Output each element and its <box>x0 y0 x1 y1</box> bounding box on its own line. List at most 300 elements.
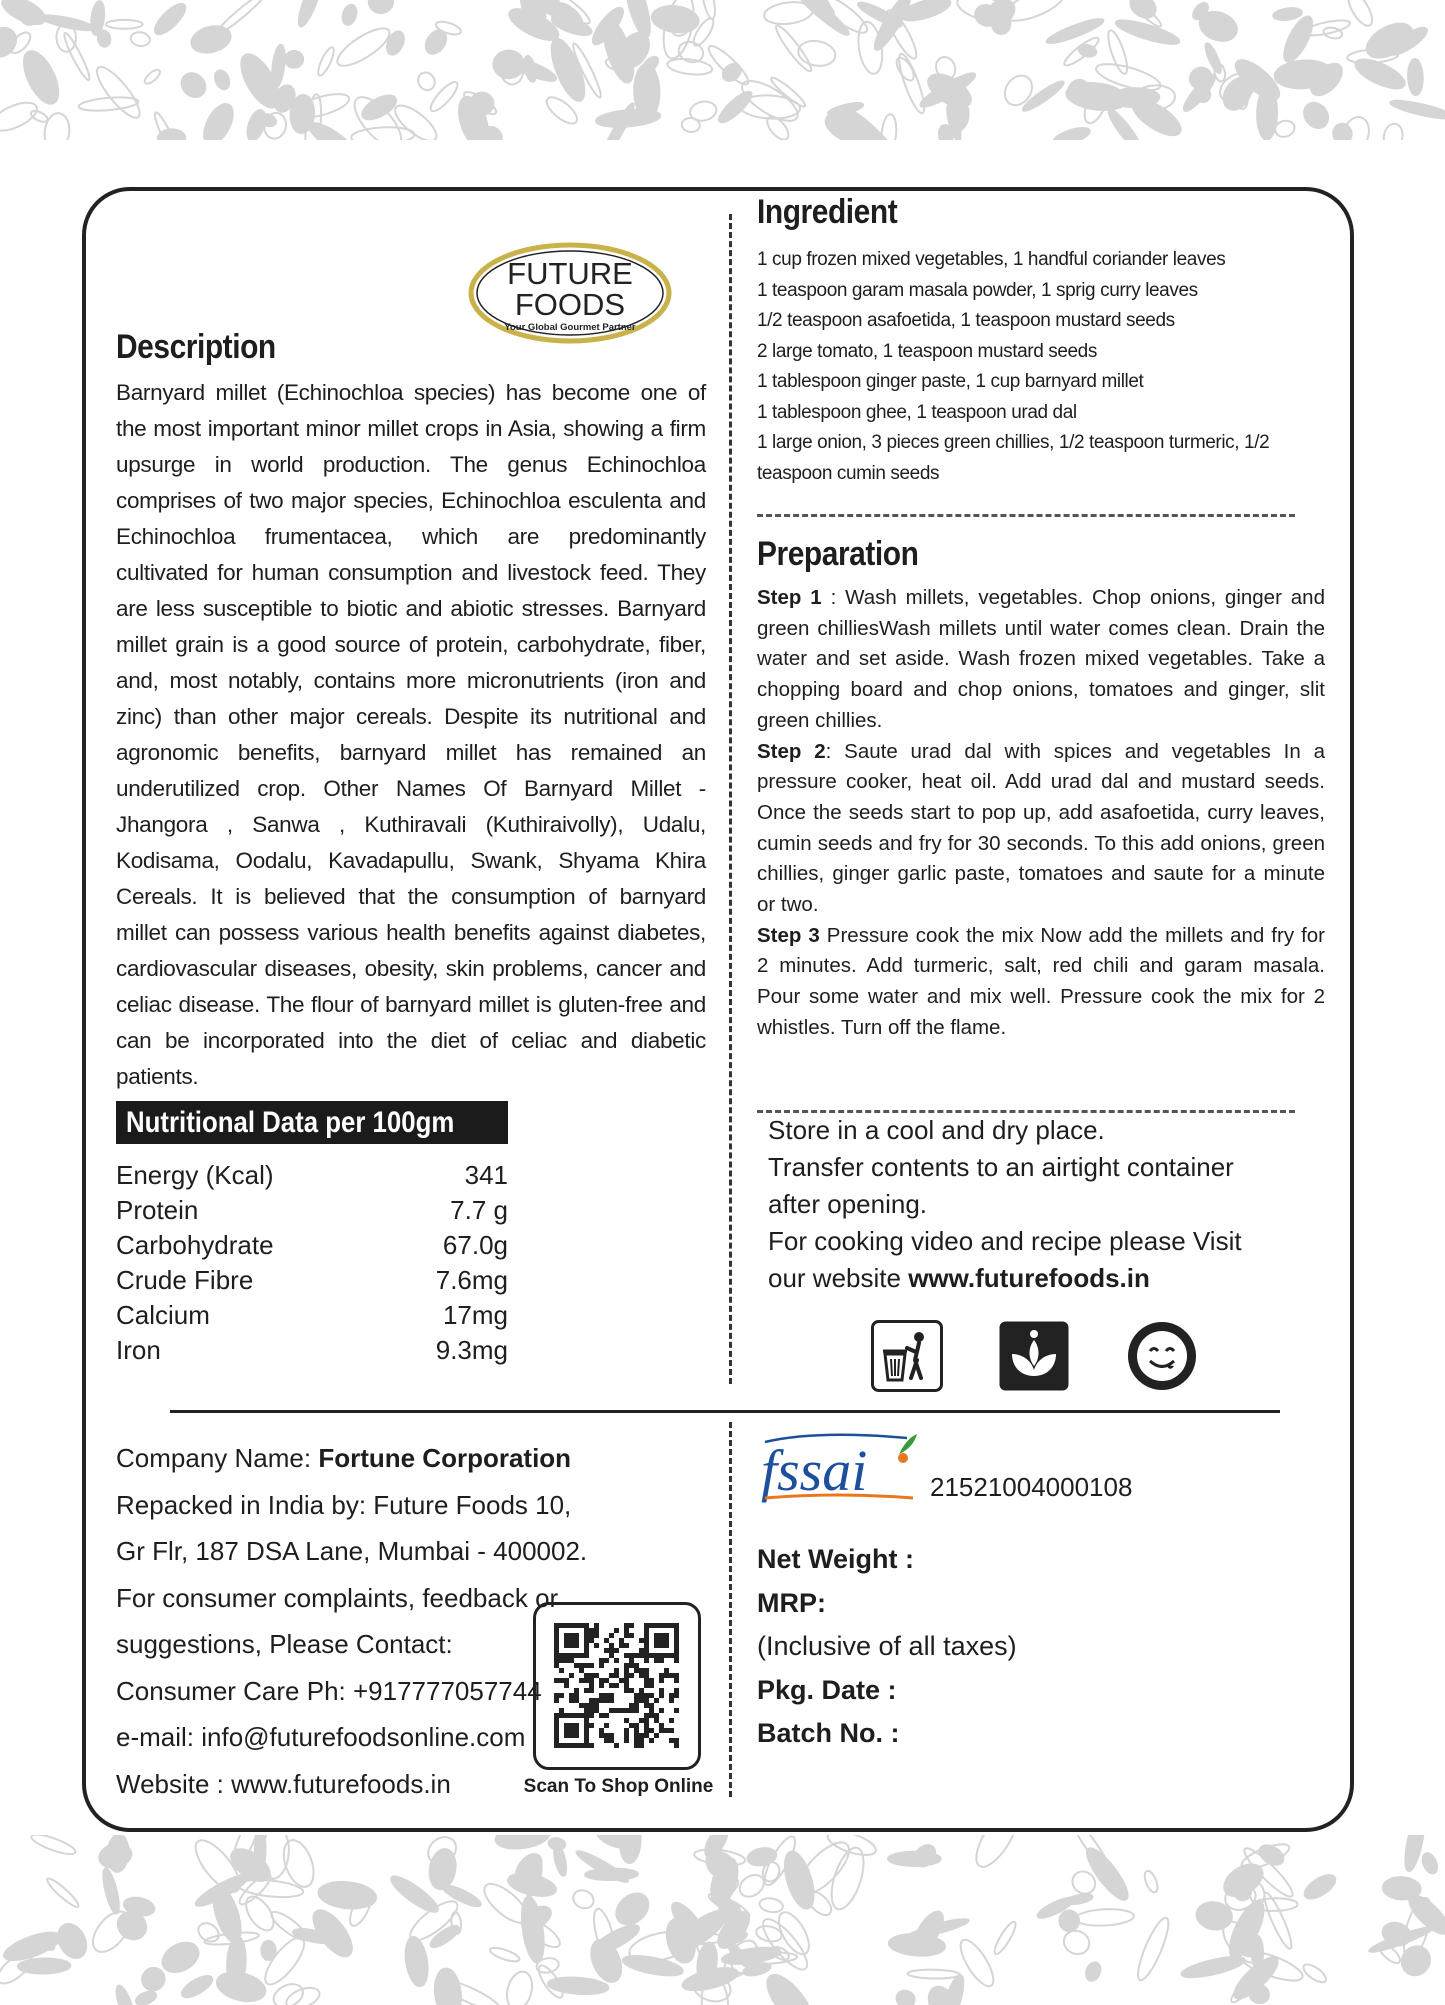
company-line: Company Name: Fortune Corporation <box>116 1443 572 1473</box>
qr-module <box>599 1728 604 1733</box>
qr-module <box>659 1658 664 1663</box>
preparation-heading: Preparation <box>757 535 919 573</box>
qr-module <box>559 1708 564 1713</box>
qr-module <box>634 1668 639 1673</box>
company-line: Repacked in India by: Future Foods 10, <box>116 1489 572 1520</box>
qr-module <box>604 1738 609 1743</box>
qr-module <box>604 1658 609 1663</box>
center-divider-bottom <box>729 1422 732 1797</box>
qr-module <box>639 1688 644 1693</box>
ingredient-line: 1 tablespoon ghee, 1 teaspoon urad dal <box>757 401 1077 423</box>
qr-module <box>584 1688 589 1693</box>
qr-finder <box>564 1633 579 1648</box>
qr-module <box>554 1693 559 1698</box>
qr-module <box>589 1708 594 1713</box>
qr-module <box>674 1658 679 1663</box>
ingredient-list <box>757 245 1297 489</box>
company-line: For consumer complaints, feedback or <box>116 1582 559 1613</box>
grain-shape <box>570 1887 596 1911</box>
qr-module <box>634 1728 639 1733</box>
qr-module <box>639 1668 644 1673</box>
qr-module <box>674 1743 679 1748</box>
nutrition-row: Protein 7.7 g <box>116 1195 508 1225</box>
company-line: Consumer Care Ph: +917777057744 <box>116 1675 542 1706</box>
qr-module <box>609 1648 614 1653</box>
grain-shape <box>522 55 538 83</box>
qr-module <box>564 1678 569 1683</box>
nutrition-table <box>116 1158 508 1368</box>
qr-module <box>604 1723 609 1728</box>
qr-module <box>634 1703 639 1708</box>
grain-shape <box>719 60 744 84</box>
grain-shape <box>61 31 92 82</box>
grain-shape <box>130 31 151 47</box>
qr-module <box>589 1628 594 1633</box>
qr-module <box>659 1673 664 1678</box>
qr-module <box>669 1693 674 1698</box>
qr-module <box>674 1693 679 1698</box>
qr-module <box>674 1673 679 1678</box>
qr-module <box>574 1698 579 1703</box>
qr-module <box>609 1673 614 1678</box>
qr-module <box>584 1708 589 1713</box>
qr-module <box>614 1668 619 1673</box>
qr-module <box>594 1643 599 1648</box>
qr-module <box>624 1623 629 1628</box>
grain-shape <box>143 67 163 86</box>
qr-module <box>654 1718 659 1723</box>
future-foods-logo <box>468 242 672 344</box>
grain-shape <box>157 1937 203 1978</box>
qr-module <box>594 1703 599 1708</box>
qr-module <box>674 1688 679 1693</box>
qr-module <box>564 1683 569 1688</box>
qr-module <box>629 1663 634 1668</box>
grain-shape <box>1133 1915 1174 1983</box>
qr-module <box>574 1688 579 1693</box>
qr-module <box>629 1688 634 1693</box>
grain-shape <box>666 57 713 77</box>
nutrition-row: Energy (Kcal) 341 <box>116 1160 508 1190</box>
grain-shape <box>78 95 139 112</box>
qr-module <box>639 1673 644 1678</box>
qr-code[interactable] <box>533 1602 701 1770</box>
qr-module <box>589 1638 594 1643</box>
qr-module <box>584 1663 589 1668</box>
grain-shape <box>17 46 65 109</box>
qr-module <box>589 1723 594 1728</box>
grain-shape <box>1060 1927 1093 1958</box>
qr-module <box>624 1653 629 1658</box>
package-fields <box>757 1538 1017 1756</box>
qr-module <box>629 1723 634 1728</box>
qr-module <box>574 1663 579 1668</box>
qr-module <box>639 1733 644 1738</box>
grain-shape <box>991 1919 1018 1956</box>
qr-module <box>609 1708 614 1713</box>
grain-shape <box>610 1887 654 1931</box>
section-divider <box>170 1410 1280 1413</box>
qr-module <box>639 1718 644 1723</box>
qr-module <box>554 1658 559 1663</box>
qr-module <box>644 1728 649 1733</box>
qr-module <box>604 1698 609 1703</box>
qr-module <box>599 1683 604 1688</box>
grain-shape <box>494 1835 551 1852</box>
grain-shape <box>284 50 303 68</box>
qr-module <box>599 1663 604 1668</box>
qr-label: Scan To Shop Online <box>523 1776 714 1797</box>
qr-module <box>624 1643 629 1648</box>
qr-module <box>654 1733 659 1738</box>
qr-finder <box>654 1633 669 1648</box>
description-heading: Description <box>116 328 276 366</box>
grain-shape <box>825 1835 878 1860</box>
qr-module <box>614 1708 619 1713</box>
qr-module <box>644 1683 649 1688</box>
qr-module <box>609 1653 614 1658</box>
company-line: Gr Flr, 187 DSA Lane, Mumbai - 400002. <box>116 1536 588 1566</box>
qr-module <box>644 1713 649 1718</box>
qr-module <box>624 1668 629 1673</box>
grain-shape <box>415 69 438 93</box>
qr-module <box>579 1703 584 1708</box>
qr-module <box>634 1653 639 1658</box>
qr-module <box>659 1708 664 1713</box>
qr-module <box>609 1693 614 1698</box>
ingredient-line: 1 cup frozen mixed vegetables, 1 handful coriander leaves <box>757 249 1226 270</box>
qr-module <box>659 1723 664 1728</box>
grain-shape <box>332 22 394 72</box>
grain-shape <box>1256 1841 1287 1868</box>
qr-module <box>649 1693 654 1698</box>
grain-shape <box>45 1876 82 1910</box>
qr-module <box>629 1633 634 1638</box>
qr-module <box>614 1648 619 1653</box>
qr-module <box>584 1673 589 1678</box>
qr-module <box>599 1693 604 1698</box>
grain-shape <box>619 1835 642 1864</box>
nutrition-row: Carbohydrate 67.0g <box>116 1230 508 1260</box>
qr-module <box>629 1703 634 1708</box>
grain-shape <box>340 3 358 27</box>
qr-module <box>619 1643 624 1648</box>
qr-module <box>569 1658 574 1663</box>
qr-module <box>624 1688 629 1693</box>
grain-shape <box>179 1972 215 2001</box>
grain-shape <box>688 99 718 123</box>
grain-shape <box>113 1984 137 2005</box>
plant-leaves-icon <box>998 1320 1070 1392</box>
qr-module <box>594 1633 599 1638</box>
qr-module <box>624 1663 629 1668</box>
qr-module <box>674 1678 679 1683</box>
qr-module <box>594 1698 599 1703</box>
qr-module <box>569 1693 574 1698</box>
qr-module <box>659 1728 664 1733</box>
grain-shape <box>1301 1870 1339 1903</box>
qr-module <box>649 1728 654 1733</box>
qr-module <box>624 1738 629 1743</box>
nutrition-row: Crude Fibre 7.6mg <box>116 1265 508 1295</box>
grain-shape <box>1299 98 1333 133</box>
qr-module <box>609 1683 614 1688</box>
qr-module <box>624 1628 629 1633</box>
company-email[interactable]: e-mail: info@futurefoodsonline.com <box>116 1722 526 1752</box>
grain-shape <box>402 1935 430 1987</box>
grain-shape <box>715 88 755 127</box>
qr-module <box>594 1628 599 1633</box>
storage-line: For cooking video and recipe please Visit <box>768 1226 1242 1256</box>
company-website[interactable]: Website : www.futurefoods.in <box>116 1768 451 1799</box>
qr-module <box>644 1678 649 1683</box>
qr-module <box>559 1668 564 1673</box>
qr-module <box>554 1698 559 1703</box>
grain-shape <box>969 1835 1025 1873</box>
ingredient-line: teaspoon cumin seeds <box>757 462 940 484</box>
grain-shape <box>1389 97 1445 122</box>
bottom-grain-pattern <box>0 1835 1445 2005</box>
center-divider-top <box>729 214 732 1384</box>
company-line: suggestions, Please Contact: <box>116 1629 453 1659</box>
grain-shape <box>772 23 815 75</box>
ingredient-divider <box>757 514 1295 517</box>
qr-module <box>644 1693 649 1698</box>
grain-shape <box>552 1843 569 1877</box>
website-link[interactable]: www.futurefoods.in <box>908 1263 1150 1293</box>
grain-shape <box>1065 1893 1093 1906</box>
qr-module <box>589 1688 594 1693</box>
qr-module <box>619 1678 624 1683</box>
grain-shape <box>384 29 408 57</box>
description-text: Barnyard millet (Echinochloa species) has become one of the most important minor millet crops in Asia, showing a firm upsurge in world production. The genus Echinochloa comprises of two major species, Echinochloa esculenta and Echinochloa frumentacea, which are predominantly cultivated for human consumption and livestock feed. They are less susceptible to biotic and abiotic stresses. Barnyard millet grain is a good source of protein, carbohydrate, fiber, and, most notably, contains more micronutrients (iron and zinc) than other major cereals. Despite its nutritional and agronomic benefits, barnyard millet has remained an underutilized crop. Other Names Of Barnyard Millet - Jhangora , Sanwa , Kuthiravali (Kuthiraivolly), Udalu, Kodisama, Oodalu, Kavadapullu, Swank, Shyama Khira Cereals. It is believed that the consumption of barnyard millet can possess various health benefits against diabetes, cardiovascular diseases, obesity, skin problems, cancer and celiac disease. The flour of barnyard millet is gluten-free and can be incorporated into the diet of celiac and diabetic patients. <box>116 380 706 1089</box>
grain-shape <box>1382 122 1405 140</box>
qr-module <box>584 1678 589 1683</box>
qr-module <box>634 1723 639 1728</box>
grain-shape <box>0 22 22 63</box>
qr-module <box>579 1663 584 1668</box>
grain-shape <box>493 50 525 79</box>
qr-module <box>669 1718 674 1723</box>
qr-module <box>674 1738 679 1743</box>
qr-module <box>584 1703 589 1708</box>
grain-shape <box>214 1968 268 2005</box>
qr-module <box>659 1693 664 1698</box>
grain-shape <box>198 100 238 140</box>
qr-module <box>554 1678 559 1683</box>
qr-module <box>599 1698 604 1703</box>
qr-module <box>589 1633 594 1638</box>
qr-module <box>634 1738 639 1743</box>
grain-shape <box>758 1897 784 1914</box>
grain-shape <box>1105 28 1131 75</box>
nutrition-row: Calcium 17mg <box>116 1300 508 1330</box>
qr-module <box>599 1658 604 1663</box>
storage-line: our website www.futurefoods.in <box>768 1263 1150 1293</box>
qr-module <box>589 1698 594 1703</box>
ingredient-heading: Ingredient <box>757 193 898 231</box>
grain-shape <box>106 20 143 29</box>
grain-shape <box>1407 59 1423 96</box>
grain-shape <box>769 75 808 110</box>
step-3: Step 3 Pressure cook the mix Now add the millets and fry for 2 minutes. Add turmeric, salt, red chili and garam masala. Pour some water and mix well. Pressure cook the mix for 2 whistles. Turn off the flame. <box>757 923 1325 1039</box>
qr-module <box>664 1728 669 1733</box>
pkg-date-label: Pkg. Date : <box>757 1674 897 1705</box>
grain-shape <box>188 22 233 57</box>
qr-module <box>624 1733 629 1738</box>
qr-module <box>639 1638 644 1643</box>
qr-module <box>654 1698 659 1703</box>
grain-shape <box>585 1868 638 1880</box>
qr-module <box>634 1698 639 1703</box>
grain-shape <box>208 1884 246 1945</box>
grain-shape <box>53 1919 92 1963</box>
nutrition-row: Iron 9.3mg <box>116 1335 508 1365</box>
qr-module <box>644 1703 649 1708</box>
net-weight-label: Net Weight : <box>757 1544 914 1574</box>
qr-module <box>669 1728 674 1733</box>
grain-shape <box>1396 1941 1435 1981</box>
qr-module <box>609 1733 614 1738</box>
qr-module <box>629 1708 634 1713</box>
storage-line: after opening. <box>768 1189 928 1219</box>
qr-module <box>634 1663 639 1668</box>
qr-module <box>604 1733 609 1738</box>
qr-module <box>669 1738 674 1743</box>
qr-module <box>629 1658 634 1663</box>
grain-shape <box>1126 0 1160 22</box>
qr-module <box>599 1678 604 1683</box>
fssai-logo <box>757 1428 927 1513</box>
grain-shape <box>1361 17 1418 65</box>
smiley-face-icon <box>1126 1320 1198 1392</box>
qr-module <box>639 1738 644 1743</box>
grain-shape <box>545 35 591 105</box>
qr-module <box>564 1658 569 1663</box>
grain-shape <box>489 1945 521 1964</box>
grain-shape <box>212 68 232 91</box>
qr-module <box>604 1713 609 1718</box>
logo-line1: FUTURE <box>507 256 633 291</box>
qr-module <box>654 1713 659 1718</box>
qr-module <box>574 1693 579 1698</box>
qr-module <box>589 1703 594 1708</box>
qr-module <box>639 1653 644 1658</box>
qr-module <box>594 1673 599 1678</box>
ingredient-line: 1 teaspoon garam masala powder, 1 sprig curry leaves <box>757 279 1198 301</box>
qr-module <box>644 1698 649 1703</box>
grain-shape <box>700 0 718 20</box>
ingredient-line: 1 tablespoon ginger paste, 1 cup barnyard millet <box>757 371 1144 392</box>
storage-instructions <box>768 1112 1288 1297</box>
grain-shape <box>908 1969 960 1979</box>
nutrition-heading: Nutritional Data per 100gm <box>116 1101 508 1144</box>
qr-module <box>649 1683 654 1688</box>
qr-module <box>554 1663 559 1668</box>
grain-shape <box>270 44 287 88</box>
qr-module <box>569 1673 574 1678</box>
logo-line2: FOODS <box>514 287 626 322</box>
qr-module <box>639 1698 644 1703</box>
qr-module <box>614 1743 619 1748</box>
grain-shape <box>428 1922 462 1950</box>
qr-module <box>674 1708 679 1713</box>
qr-module <box>639 1743 644 1748</box>
qr-module <box>624 1683 629 1688</box>
qr-module <box>624 1718 629 1723</box>
mrp-label: MRP: <box>757 1587 826 1618</box>
grain-shape <box>0 0 49 30</box>
qr-module <box>609 1738 614 1743</box>
qr-module <box>634 1693 639 1698</box>
grain-shape <box>390 100 442 140</box>
qr-module <box>624 1673 629 1678</box>
preparation-steps <box>757 583 1325 1044</box>
grain-shape <box>1301 1961 1329 1985</box>
qr-module <box>634 1708 639 1713</box>
qr-module <box>634 1743 639 1748</box>
qr-module <box>644 1658 649 1663</box>
grain-shape <box>503 1969 536 2005</box>
qr-module <box>644 1733 649 1738</box>
trash-bin-icon <box>871 1320 943 1392</box>
qr-module <box>634 1733 639 1738</box>
qr-module <box>609 1643 614 1648</box>
grain-shape <box>991 13 1010 35</box>
qr-module <box>589 1678 594 1683</box>
qr-module <box>599 1733 604 1738</box>
grain-shape <box>1352 54 1409 95</box>
qr-module <box>604 1648 609 1653</box>
grain-shape <box>0 97 41 136</box>
qr-module <box>589 1673 594 1678</box>
qr-module <box>669 1698 674 1703</box>
grain-shape <box>1420 1851 1440 1876</box>
qr-module <box>659 1678 664 1683</box>
grain-shape <box>151 0 190 39</box>
grain-shape <box>100 1867 122 1915</box>
qr-module <box>589 1663 594 1668</box>
qr-module <box>624 1728 629 1733</box>
svg-text:fssai: fssai <box>761 1438 868 1503</box>
qr-module <box>664 1668 669 1673</box>
qr-module <box>609 1698 614 1703</box>
grain-shape <box>1273 7 1303 22</box>
grain-shape <box>422 26 451 57</box>
qr-module <box>669 1673 674 1678</box>
qr-module <box>559 1678 564 1683</box>
qr-module <box>624 1633 629 1638</box>
grain-shape <box>1020 78 1066 114</box>
qr-module <box>629 1653 634 1658</box>
mrp-note: (Inclusive of all taxes) <box>757 1631 1017 1661</box>
qr-module <box>619 1708 624 1713</box>
qr-module <box>654 1658 659 1663</box>
qr-module <box>649 1738 654 1743</box>
qr-module <box>664 1673 669 1678</box>
grain-shape <box>91 62 146 123</box>
qr-module <box>644 1723 649 1728</box>
qr-module <box>644 1718 649 1723</box>
grain-shape <box>1075 1908 1134 1927</box>
grain-shape <box>317 1879 377 1911</box>
qr-module <box>594 1708 599 1713</box>
ingredient-line: 1/2 teaspoon asafoetida, 1 teaspoon mustard seeds <box>757 310 1175 331</box>
qr-module <box>624 1708 629 1713</box>
grain-shape <box>18 1958 71 1974</box>
grain-shape <box>1084 1960 1103 1983</box>
qr-module <box>559 1658 564 1663</box>
